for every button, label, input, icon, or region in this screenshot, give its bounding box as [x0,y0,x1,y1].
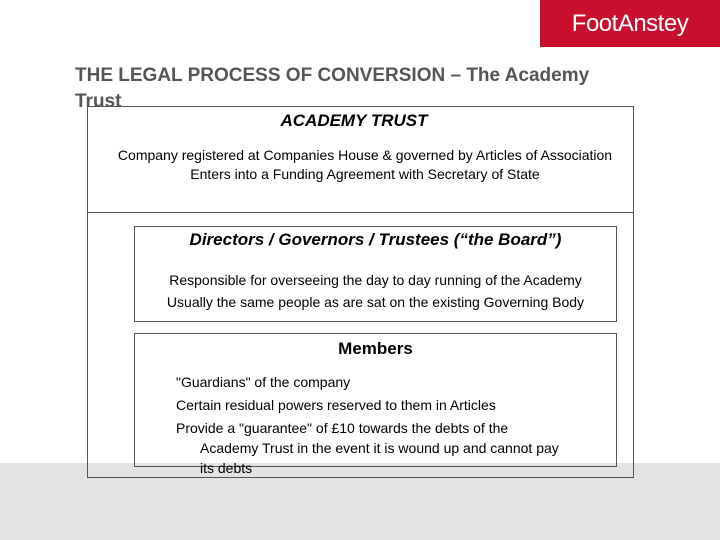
slide-title: THE LEGAL PROCESS OF CONVERSION – The Academy Trust [75,65,590,112]
board-heading: Directors / Governors / Trustees (“the Board”) [189,230,562,249]
members-points [176,372,566,481]
trust-heading: ACADEMY TRUST [222,111,486,131]
trust-point: Enters into a Funding Agreement with Secretary of State [190,166,540,182]
trust-divider [87,212,634,213]
board-point: Responsible for overseeing the day to day running of the Academy [169,272,582,288]
trust-points [110,146,620,184]
members-point: Provide a "guarantee" of £10 towards the debts of the Academy Trust in the event it is wound up and cannot pay its debts [176,420,559,476]
board-point: Usually the same people as are sat on the existing Governing Body [166,294,585,310]
trust-point: Company registered at Companies House & governed by Articles of Association [117,147,613,163]
brand-logo [540,0,720,47]
members-heading: Members [338,339,413,358]
members-point: Certain residual powers reserved to them in Articles [176,397,496,413]
members-point: "Guardians" of the company [176,374,351,390]
logo-text: FootAnstey [571,9,689,37]
board-points [134,271,617,315]
